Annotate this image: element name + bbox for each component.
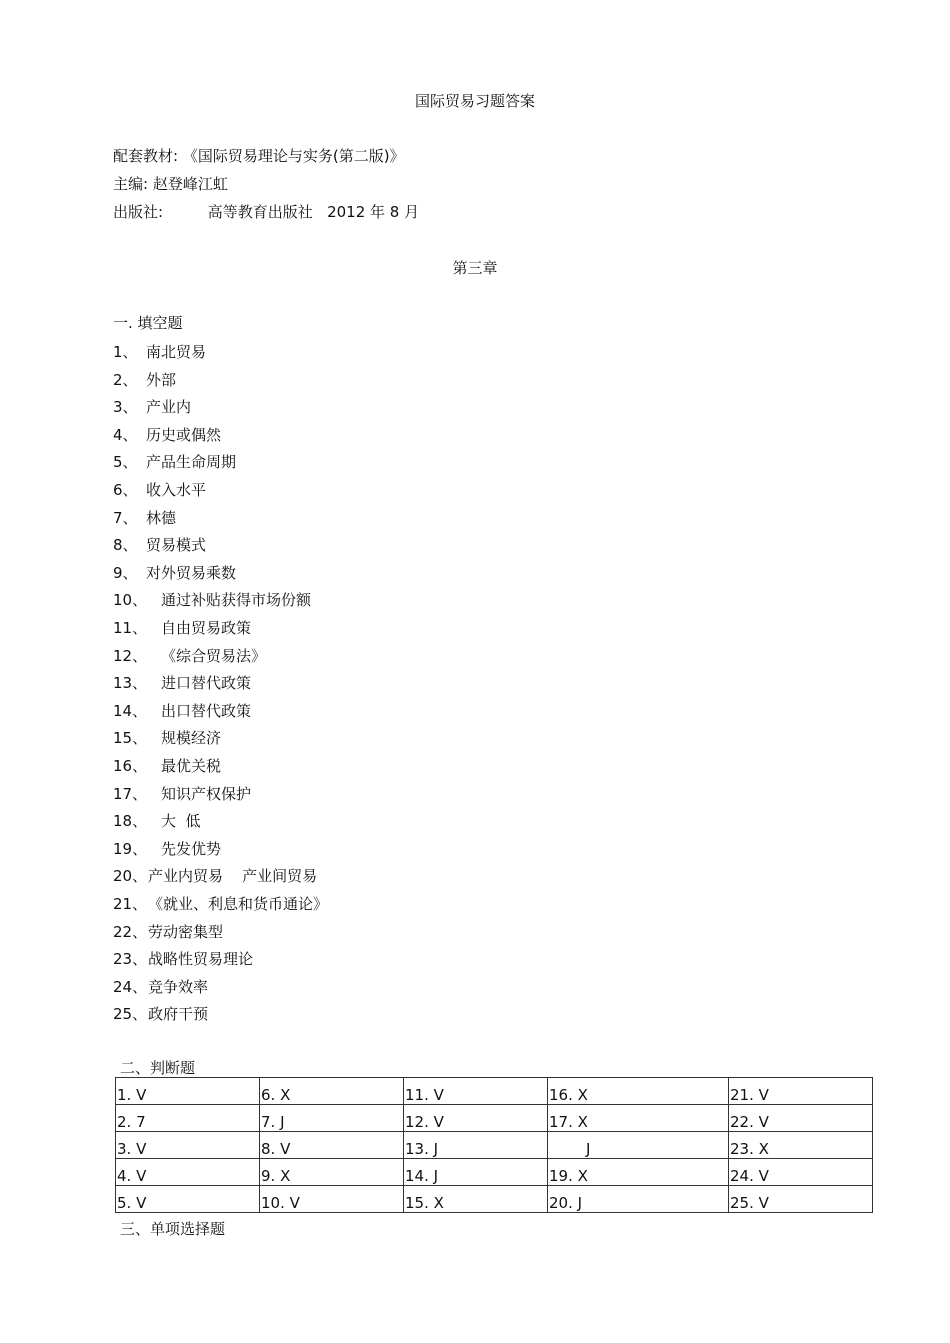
- meta-label: 配套教材:: [113, 147, 179, 165]
- list-item: [113, 921, 223, 942]
- item-answer: 竞争效率: [148, 977, 209, 996]
- item-number: 23、: [113, 950, 148, 969]
- list-item: [113, 589, 311, 610]
- list-item: [113, 838, 221, 859]
- item-number: 12、: [113, 646, 148, 665]
- list-item: [113, 369, 176, 390]
- item-number: 16、: [113, 757, 148, 775]
- table-cell: 6. X: [260, 1078, 404, 1105]
- meta-editor: [113, 173, 228, 194]
- meta-textbook: [113, 145, 405, 166]
- table-cell: 24. V: [729, 1159, 873, 1186]
- page-title: 国际贸易习题答案: [414, 92, 535, 110]
- item-answer: 出口替代政策: [161, 701, 252, 720]
- item-answer: 知识产权保护: [161, 784, 252, 803]
- item-number: 17、: [113, 784, 148, 803]
- item-answer: 《综合贸易法》: [161, 646, 267, 665]
- list-item: [113, 727, 221, 748]
- table-cell: 12. V: [404, 1105, 548, 1132]
- table-cell: 25. V: [729, 1186, 873, 1213]
- table-cell: J: [548, 1132, 729, 1159]
- item-answer: 政府干预: [148, 1005, 209, 1024]
- item-answer: 通过补贴获得市场份额: [161, 591, 312, 610]
- item-answer: 战略性贸易理论: [148, 950, 254, 969]
- item-number: 25、: [113, 1005, 148, 1024]
- list-item: [113, 755, 221, 776]
- item-answer: 《就业、利息和货币通论》: [148, 895, 329, 913]
- section-heading-fill-in: 一. 填空题: [113, 314, 183, 332]
- meta-value: 《国际贸易理论与实务(第二版)》: [182, 147, 405, 165]
- item-number: 4、: [113, 425, 138, 444]
- item-answer: 贸易模式: [146, 536, 207, 555]
- item-answer: 自由贸易政策: [161, 619, 252, 637]
- list-item: [113, 976, 208, 997]
- item-number: 21、: [113, 895, 148, 913]
- table-cell: 9. X: [260, 1159, 404, 1186]
- table-cell: 8. V: [260, 1132, 404, 1159]
- list-item: [113, 562, 236, 583]
- section-heading-true-false: 二、判断题: [120, 1059, 196, 1077]
- item-number: 6、: [113, 481, 138, 499]
- list-item: [113, 783, 251, 804]
- item-answer: 劳动密集型: [148, 922, 224, 941]
- item-answer: 对外贸易乘数: [146, 563, 237, 582]
- list-item: [113, 865, 317, 886]
- meta-label: 主编:: [113, 175, 149, 193]
- list-item: [113, 451, 236, 472]
- list-item: [113, 617, 251, 638]
- meta-value: 赵登峰江虹: [152, 175, 228, 193]
- meta-value: 高等教育出版社 2012 年 8 月: [207, 203, 420, 221]
- table-cell: 22. V: [729, 1105, 873, 1132]
- table-cell: 2. 7: [116, 1105, 260, 1132]
- table-cell: 1. V: [116, 1078, 260, 1105]
- list-item: [113, 341, 206, 362]
- table-cell: 14. J: [404, 1159, 548, 1186]
- item-answer: 最优关税: [161, 757, 222, 775]
- table-cell: 10. V: [260, 1186, 404, 1213]
- table-cell: 13. J: [404, 1132, 548, 1159]
- table-cell: 17. X: [548, 1105, 729, 1132]
- true-false-table: [115, 1077, 873, 1213]
- item-answer: 南北贸易: [146, 343, 207, 361]
- item-answer: 进口替代政策: [161, 674, 252, 693]
- item-answer: 产业内: [146, 398, 192, 417]
- table-cell: 4. V: [116, 1159, 260, 1186]
- table-cell: 11. V: [404, 1078, 548, 1105]
- list-item: [113, 672, 251, 693]
- item-number: 20、: [113, 867, 148, 886]
- list-item: [113, 948, 253, 969]
- item-number: 18、: [113, 812, 148, 831]
- table-cell: 21. V: [729, 1078, 873, 1105]
- item-number: 15、: [113, 729, 148, 748]
- item-number: 19、: [113, 839, 148, 858]
- table-cell: 7. J: [260, 1105, 404, 1132]
- item-answer: 外部: [146, 370, 177, 389]
- item-number: 14、: [113, 701, 148, 720]
- table-row: [116, 1078, 873, 1105]
- list-item: [113, 645, 266, 666]
- list-item: [113, 424, 221, 445]
- item-number: 24、: [113, 977, 148, 996]
- list-item: [113, 810, 201, 831]
- item-answer: 先发优势: [161, 839, 222, 858]
- item-number: 9、: [113, 563, 138, 582]
- table-row: [116, 1132, 873, 1159]
- list-item: [113, 534, 206, 555]
- table-cell: 16. X: [548, 1078, 729, 1105]
- table-cell: 3. V: [116, 1132, 260, 1159]
- table-cell: 19. X: [548, 1159, 729, 1186]
- item-number: 22、: [113, 922, 148, 941]
- table-cell: 23. X: [729, 1132, 873, 1159]
- list-item: [113, 479, 206, 500]
- table-row: [116, 1105, 873, 1132]
- chapter-heading: 第三章: [452, 259, 498, 277]
- item-answer: 产业内贸易 产业间贸易: [148, 867, 318, 886]
- list-item: [113, 396, 191, 417]
- item-answer: 大 低: [161, 812, 201, 831]
- item-number: 2、: [113, 370, 138, 389]
- table-cell: 15. X: [404, 1186, 548, 1213]
- meta-publisher: [113, 201, 419, 222]
- item-number: 1、: [113, 343, 138, 361]
- item-number: 3、: [113, 398, 138, 417]
- table-row: [116, 1159, 873, 1186]
- meta-label: 出版社:: [113, 203, 164, 221]
- table-cell: 20. J: [548, 1186, 729, 1213]
- item-answer: 规模经济: [161, 729, 222, 748]
- section-heading-single-choice: 三、单项选择题: [120, 1220, 226, 1238]
- list-item: [113, 507, 176, 528]
- item-number: 10、: [113, 591, 148, 610]
- item-answer: 产品生命周期: [146, 453, 237, 472]
- list-item: [113, 1003, 208, 1024]
- table-row: [116, 1186, 873, 1213]
- item-number: 5、: [113, 453, 138, 472]
- item-number: 7、: [113, 508, 138, 527]
- item-answer: 历史或偶然: [146, 425, 222, 444]
- item-answer: 收入水平: [146, 481, 207, 499]
- item-number: 13、: [113, 674, 148, 693]
- table-cell: 5. V: [116, 1186, 260, 1213]
- item-answer: 林德: [146, 508, 177, 527]
- item-number: 11、: [113, 619, 148, 637]
- item-number: 8、: [113, 536, 138, 555]
- list-item: [113, 893, 328, 914]
- list-item: [113, 700, 251, 721]
